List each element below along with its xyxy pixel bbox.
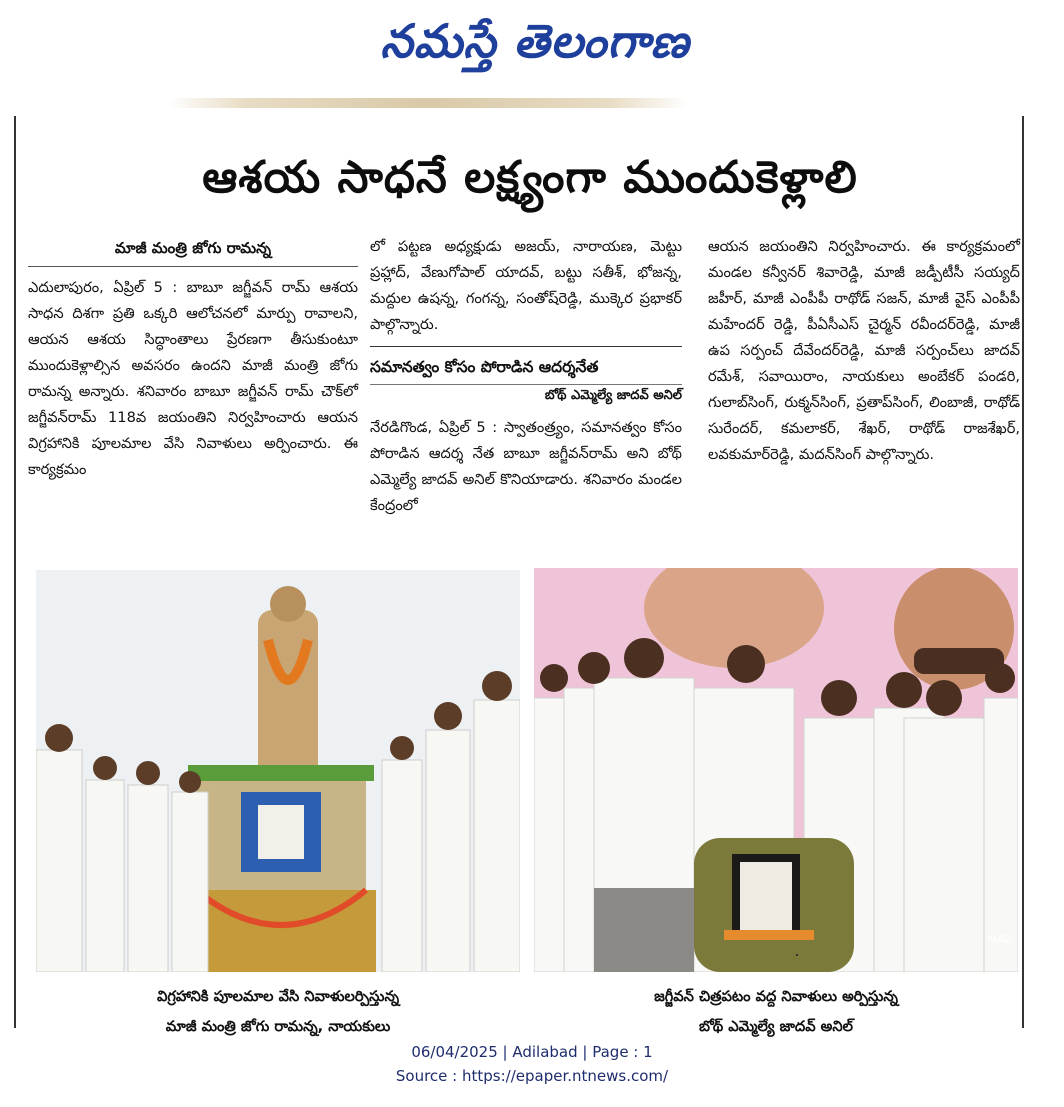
article-column-2 (370, 234, 682, 519)
article-paragraph-4: ఆయన జయంతిని నిర్వహించారు. ఈ కార్యక్రమంలో మండల కన్వీనర్ శివారెడ్డి, మాజీ జడ్పీటీసీ సయ్యద్ జహీర్, మాజీ ఎంపీపీ రాథోడ్ సజన్, మాజీ వైస్ ఎంపీపీ మహేందర్ రెడ్డి, పీఏసీఎస్ చైర్మన్ రవీందర్‌రెడ్డి, మాజీ ఉప సర్పంచ్ దేవేందర్‌రెడ్డి, మాజీ సర్పంచ్‌లు జాదవ్ రమేశ్, సవాయిరాం, నాయకులు అంబేకర్ పండరి, గులాబ్‌సింగ్, రుక్మన్‌సింగ్, ప్రతాప్‌సింగ్, లింబాజీ, రాథోడ్ సురేందర్, కమలాకర్, శేఖర్, రాథోడ్ రాజశేఖర్, లవకుమార్‌రెడ్డి, మదన్‌సింగ్ పాల్గొన్నారు. (708, 238, 1020, 463)
masthead (0, 0, 1064, 100)
footer-source-link[interactable]: Source : https://epaper.ntnews.com/ (395, 1067, 669, 1085)
left-caption-line-1: విగ్రహానికి పూలమాల వేసి నివాళులర్పిస్తున్న (156, 988, 400, 1005)
page-footer (0, 1040, 1064, 1088)
logo-strip (168, 98, 688, 108)
article-sub-byline: బోథ్ ఎమ్మెల్యే జాదవ్ అనిల్ (370, 384, 682, 407)
article-paragraph-3: నేరడిగొండ, ఏప్రిల్ 5 : స్వాతంత్ర్యం, సమానత్వం కోసం పోరాడిన ఆదర్శ నేత బాబూ జగ్జీవన్‌రామ్ అని బోథ్ ఎమ్మెల్యే జాదవ్ అనిల్ కొనియాడారు. శనివారం మండల కేంద్రంలో (370, 419, 682, 514)
right-photo-caption (534, 982, 1018, 1042)
statue-tribute-illustration (36, 570, 520, 972)
article-byline: మాజీ మంత్రి జోగు రామన్న (28, 234, 358, 267)
newspaper-logo: నమస్తే తెలంగాణ (380, 14, 690, 68)
statue-tribute-photo (36, 570, 520, 972)
footer-edition-info: 06/04/2025 | Adilabad | Page : 1 (411, 1043, 653, 1061)
portrait-tribute-photo (534, 568, 1018, 972)
article-paragraph-1: ఎదులాపురం, ఏప్రిల్ 5 : బాబూ జగ్జీవన్ రామ్ ఆశయ సాధన దిశగా ప్రతి ఒక్కరి ఆలోచనలో మార్పు రావాలని, ఆయన ఆశయ సిద్ధాంతాలు ప్రేరణగా తీసుకుంటూ ముందుకెళ్లాల్సిన అవసరం ఉందని మాజీ మంత్రి జోగు రామన్న అన్నారు. శనివారం బాబూ జగ్జీవన్ రామ్ చౌక్‌లో జగ్జీవన్‌రామ్ 118వ జయంతిని నిర్వహించారు ఆయన విగ్రహానికి పూలమాల వేసి నివాళులు అర్పించారు. ఈ కార్యక్రమం (28, 279, 358, 478)
left-caption-line-2: మాజీ మంత్రి జోగు రామన్న, నాయకులు (165, 1018, 391, 1035)
article-column-1 (28, 234, 358, 483)
article-subhead: సమానత్వం కోసం పోరాడిన ఆదర్శనేత (370, 346, 682, 381)
article-headline: ఆశయ సాధనే లక్ష్యంగా ముందుకెళ్లాలి (202, 152, 858, 203)
photo-credit: MAZ (987, 933, 1012, 946)
right-caption-line-2: బోథ్ ఎమ్మెల్యే జాదవ్ అనిల్ (699, 1018, 853, 1035)
article-paragraph-2: లో పట్టణ అధ్యక్షుడు అజయ్, నారాయణ, మెట్టు ప్రహ్లాద్, వేణుగోపాల్ యాదవ్, బట్టు సతీశ్, భోజన్న, మద్దుల ఉషన్న, గంగన్న, సంతోష్‌రెడ్డి, ముక్కెర ప్రభాకర్ పాల్గొన్నారు. (370, 238, 682, 333)
left-photo-caption (36, 982, 520, 1042)
right-caption-line-1: జగ్జీవన్ చిత్రపటం వద్ద నివాళులు అర్పిస్తున్న (654, 988, 898, 1005)
article-column-3 (708, 234, 1020, 468)
portrait-tribute-illustration (534, 568, 1018, 972)
